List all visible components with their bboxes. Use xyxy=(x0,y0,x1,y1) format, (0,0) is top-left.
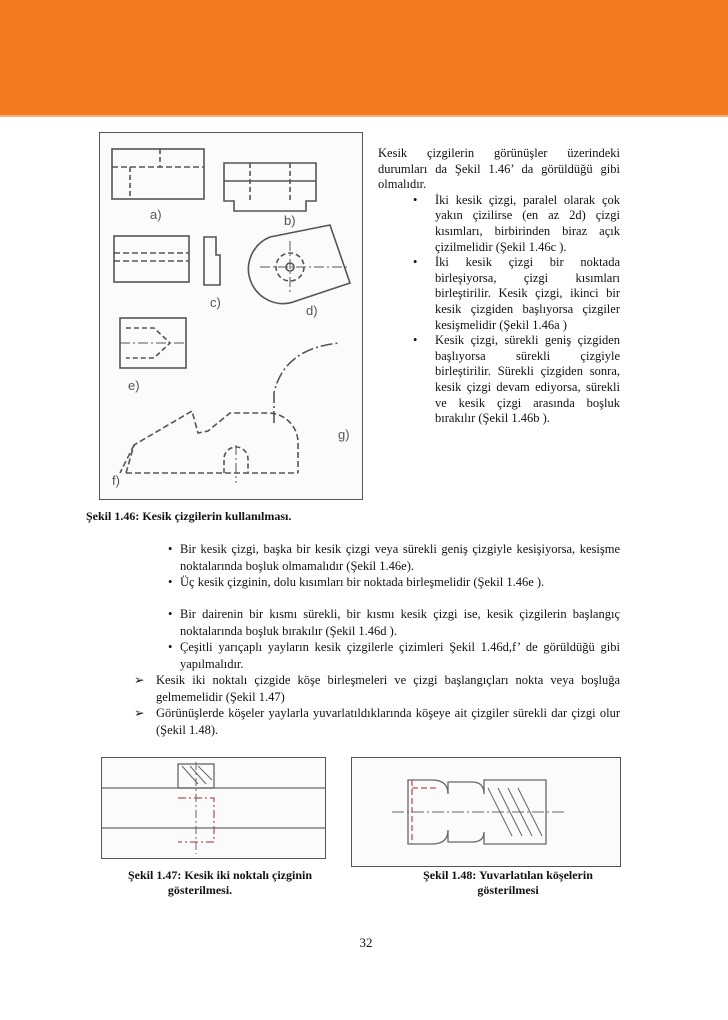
right-bullet-item xyxy=(378,193,620,255)
figure-1-47-caption-line1: Şekil 1.47: Kesik iki noktalı çizginin xyxy=(127,868,313,882)
arrow-bullet-list xyxy=(134,672,620,738)
figure-1-47-caption-line2: gösterilmesi. xyxy=(167,883,233,897)
arrow-bullet-icon: ➢ xyxy=(134,706,145,720)
figure-1-46 xyxy=(99,132,363,500)
arrow-bullet-icon: ➢ xyxy=(134,673,145,687)
intro-paragraph: Kesik çizgilerin görünüşler üzerindeki durumları da Şekil 1.46’ da görüldüğü gibi olmalıdır. xyxy=(378,146,620,192)
figure-1-47-caption xyxy=(110,868,330,898)
right-bullet-text: İki kesik çizgi, paralel olarak çok yakın çizilirse (en az 2d) çizgi kısımları, birbirinden biraz açık çizilmelidir (Şekil 1.46c ). xyxy=(435,192,620,254)
body-bullet-item xyxy=(168,639,620,672)
bullet-dot-icon: • xyxy=(168,542,173,556)
body-bullet-item xyxy=(168,606,620,639)
bullet-dot-icon: • xyxy=(413,255,418,270)
body-bullet-item xyxy=(134,672,620,705)
figure-label-c: c) xyxy=(210,295,221,310)
right-column-text xyxy=(378,146,620,427)
figure-label-a: a) xyxy=(150,207,162,222)
bullet-dot-icon: • xyxy=(168,607,173,621)
header-banner xyxy=(0,0,728,115)
right-bullet-item xyxy=(378,333,620,427)
body-bullet-text: Görünüşlerde köşeler yaylarla yuvarlatıldıklarında köşeye ait çizgiler sürekli dar çizgi olur (Şekil 1.48). xyxy=(156,706,620,737)
dot-bullet-list-1 xyxy=(168,541,620,591)
right-bullet-item xyxy=(378,255,620,333)
body-bullet-item xyxy=(168,541,620,574)
figure-label-d: d) xyxy=(306,303,318,318)
body-bullet-text: Bir kesik çizgi, başka bir kesik çizgi veya sürekli geniş çizgiyle kesişiyorsa, kesişme noktalarında boşluk olmamalıdır (Şekil 1.46e). xyxy=(180,542,620,573)
body-bullet-item xyxy=(134,705,620,738)
figure-1-47 xyxy=(101,757,326,859)
right-bullet-list xyxy=(378,193,620,427)
bullet-dot-icon: • xyxy=(413,192,418,207)
body-bullet-text: Kesik iki noktalı çizgide köşe birleşmeleri ve çizgi başlangıçları nokta veya boşluğa gelmemelidir (Şekil 1.47) xyxy=(156,673,620,704)
figure-1-48-caption-line2: gösterilmesi xyxy=(477,883,539,897)
figure-label-e: e) xyxy=(128,378,140,393)
body-bullet-text: Üç kesik çizginin, dolu kısımları bir noktada birleşmelidir (Şekil 1.46e ). xyxy=(180,575,545,589)
figure-1-48-caption xyxy=(398,868,618,898)
page-number: 32 xyxy=(359,935,373,950)
body-bullet-text: Bir dairenin bir kısmı sürekli, bir kısmı kesik çizgi ise, kesik çizgilerin başlangıç noktalarında boşluk bırakılır (Şekil 1.46d ). xyxy=(180,607,620,638)
figure-1-48-caption-line1: Şekil 1.48: Yuvarlatılan köşelerin xyxy=(423,868,593,882)
right-bullet-text: Kesik çizgi, sürekli geniş çizgiden başlıyorsa sürekli çizgiyle birleştirilir. Sürekli çizgiden sonra, kesik çizgi devam ediyorsa, sürekli ve kesik çizgi arasında boşluk bırakılır (Şekil 1.46b ). xyxy=(435,333,620,426)
bullet-dot-icon: • xyxy=(413,333,418,348)
body-bullet-item xyxy=(168,574,620,591)
figure-label-b: b) xyxy=(284,213,296,228)
dot-bullet-list-2 xyxy=(168,606,620,672)
body-bullet-text: Çeşitli yarıçaplı yayların kesik çizgilerle çizimleri Şekil 1.46d,f’ de görüldüğü gibi yapılmalıdır. xyxy=(180,640,620,671)
bullet-dot-icon: • xyxy=(168,575,173,589)
figure-1-46-caption: Şekil 1.46: Kesik çizgilerin kullanılması. xyxy=(86,509,292,523)
figure-1-48 xyxy=(351,757,621,867)
figure-label-g: g) xyxy=(338,427,350,442)
right-bullet-text: İki kesik çizgi bir noktada birleşiyorsa, çizgi kısımları birleştirilir. Kesik çizgi, ikinci bir kesik çizgiden başlıyorsa çizgiler kesişmelidir (Şekil 1.46a ) xyxy=(435,255,620,332)
figure-label-f: f) xyxy=(112,473,120,488)
bullet-dot-icon: • xyxy=(168,640,173,654)
header-divider xyxy=(0,115,728,117)
